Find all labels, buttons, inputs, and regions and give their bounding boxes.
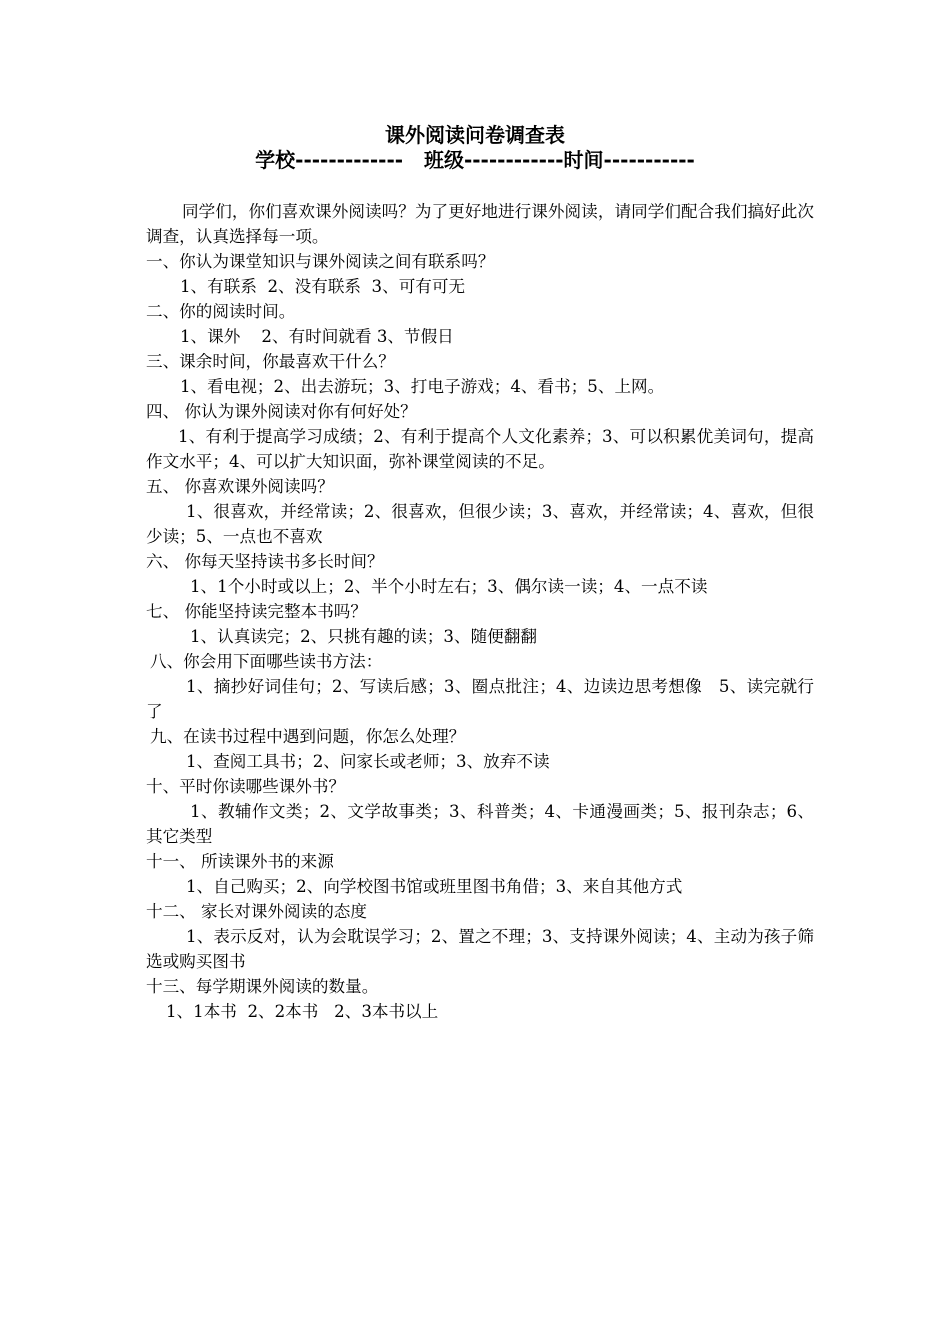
document-title: 课外阅读问卷调查表 — [385, 123, 565, 147]
options-11: 1、自己购买；2、向学校图书馆或班里图书角借；3、来自其他方式 — [186, 877, 683, 896]
options-13: 1、1本书 2、2本书 2、3本书以上 — [166, 1002, 439, 1021]
options-3: 1、看电视；2、出去游玩；3、打电子游戏；4、看书；5、上网。 — [180, 377, 665, 396]
question-3: 三、课余时间，你最喜欢干什么？ — [146, 352, 395, 371]
question-7: 七、 你能坚持读完整本书吗？ — [146, 602, 367, 621]
question-4: 四、 你认为课外阅读对你有何好处？ — [146, 402, 417, 421]
options-5: 1、很喜欢，并经常读；2、很喜欢，但很少读；3、喜欢，并经常读；4、喜欢，但很少读；5、一点也不喜欢 — [146, 502, 814, 546]
question-12: 十二、 家长对课外阅读的态度 — [146, 902, 367, 921]
question-6: 六、 你每天坚持读书多长时间？ — [146, 552, 384, 571]
question-11: 十一、 所读课外书的来源 — [146, 852, 334, 871]
question-8: 八、你会用下面哪些读书方法： — [150, 652, 383, 671]
document-subtitle: 学校------------- 班级------------时间----------- — [255, 148, 695, 172]
options-1: 1、有联系 2、没有联系 3、可有可无 — [180, 277, 466, 296]
question-9: 九、在读书过程中遇到问题，你怎么处理？ — [150, 727, 466, 746]
options-10: 1、教辅作文类；2、文学故事类；3、科普类；4、卡通漫画类；5、报刊杂志；6、其它类型 — [146, 802, 814, 846]
question-13: 十三、每学期课外阅读的数量。 — [146, 977, 379, 996]
question-2: 二、你的阅读时间。 — [146, 302, 296, 321]
options-9: 1、查阅工具书；2、问家长或老师；3、放弃不读 — [186, 752, 550, 771]
question-1: 一、你认为课堂知识与课外阅读之间有联系吗？ — [146, 252, 495, 271]
question-10: 十、平时你读哪些课外书？ — [146, 777, 346, 796]
options-2: 1、课外 2、有时间就看 3、节假日 — [180, 327, 454, 346]
options-12: 1、表示反对，认为会耽误学习；2、置之不理；3、支持课外阅读；4、主动为孩子筛选或购买图书 — [146, 927, 814, 971]
question-5: 五、 你喜欢课外阅读吗？ — [146, 477, 334, 496]
options-7: 1、认真读完；2、只挑有趣的读；3、随便翻翻 — [190, 627, 537, 646]
options-4: 1、有利于提高学习成绩；2、有利于提高个人文化素养；3、可以积累优美词句，提高作文水平；4、可以扩大知识面，弥补课堂阅读的不足。 — [146, 427, 814, 471]
intro-paragraph: 同学们，你们喜欢课外阅读吗？为了更好地进行课外阅读，请同学们配合我们搞好此次调查，认真选择每一项。 — [146, 202, 814, 246]
options-6: 1、1个小时或以上；2、半个小时左右；3、偶尔读一读；4、一点不读 — [190, 577, 708, 596]
options-8: 1、摘抄好词佳句；2、写读后感；3、圈点批注；4、边读边思考想像 5、读完就行了 — [146, 677, 814, 721]
survey-content — [146, 199, 814, 1024]
